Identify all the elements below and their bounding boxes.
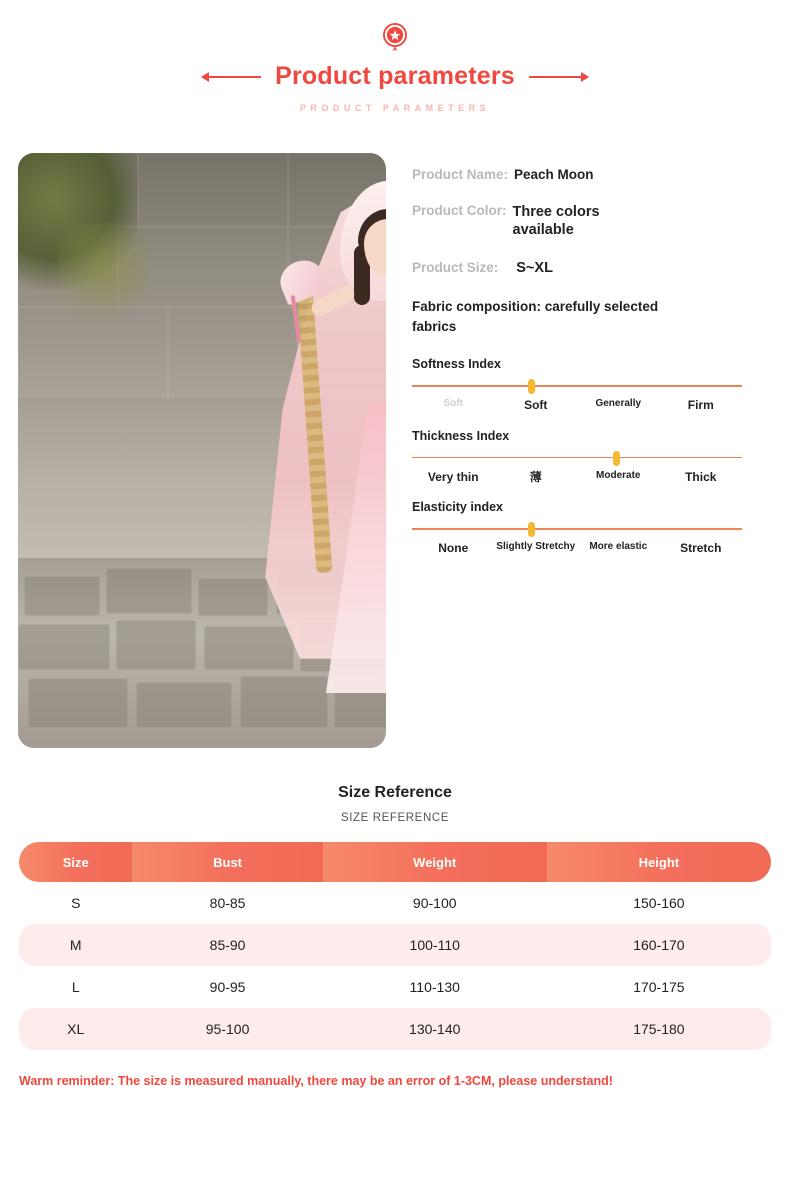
thickness-slider[interactable] [412,451,742,465]
thickness-scale-2: Moderate [596,469,641,481]
cell-weight: 130-140 [323,1008,547,1050]
cell-height: 150-160 [633,895,685,911]
cell-size: L [71,979,80,995]
cell-bust: 90-95 [209,979,246,995]
cell-height: 170-175 [633,979,685,995]
cell-weight: 90-100 [412,895,457,911]
product-photo [18,153,386,748]
product-name-label: Product Name: [412,167,509,182]
softness-index-title: Softness Index [412,357,501,372]
table-header-row [19,842,771,882]
table-row [19,924,771,966]
thickness-index [412,429,772,484]
table-row [19,966,771,1008]
cell-size: XL [19,1008,132,1050]
elasticity-scale-3: Stretch [680,541,722,556]
fabric-composition: Fabric composition: carefully selected fabrics [412,299,659,334]
cell-bust: 95-100 [132,1008,322,1050]
softness-index [412,357,772,412]
title-row [0,62,790,91]
cell-size: S [71,895,81,911]
elasticity-scale-0: None [438,541,469,556]
size-reference-title: Size Reference [338,784,452,801]
foliage-decor-2 [58,223,148,333]
softness-scale [412,398,742,412]
warm-reminder: Warm reminder: The size is measured manually, there may be an error of 1-3CM, please understand! [19,1074,613,1088]
cell-weight: 100-110 [323,924,547,966]
cell-size: M [19,924,132,966]
param-product-name [412,167,772,182]
softness-scale-0: Soft [443,398,463,410]
softness-slider[interactable] [412,379,742,393]
product-size-label: Product Size: [412,260,499,276]
size-reference-subtitle: SIZE REFERENCE [340,812,450,824]
cell-weight: 110-130 [409,979,460,995]
page-title: Product parameters [275,62,515,90]
cell-height: 175-180 [547,1008,771,1050]
param-product-color [412,203,772,239]
thickness-scale-0: Very thin [427,469,479,484]
param-fabric [412,297,772,336]
table-row [19,882,771,924]
thickness-scale-1: 薄 [529,469,542,484]
elasticity-scale [412,541,742,555]
table-header-size: Size [19,842,132,882]
param-product-size [412,260,772,276]
softness-scale-2: Generally [595,398,642,410]
right-decoration [529,72,589,82]
softness-knob[interactable] [528,379,535,394]
softness-scale-3: Firm [687,398,714,413]
elasticity-index [412,500,772,555]
product-section [0,153,790,748]
cell-height: 160-170 [547,924,771,966]
elasticity-scale-1: Slightly Stretchy [496,541,576,553]
elasticity-track [412,528,742,530]
product-name-value: Peach Moon [514,167,594,182]
page-subtitle: PRODUCT PARAMETERS [299,103,491,113]
table-header-height: Height [547,842,771,882]
elasticity-slider[interactable] [412,522,742,536]
size-table [19,842,771,1050]
product-color-label: Product Color: [412,203,507,218]
elasticity-scale-2: More elastic [589,541,648,553]
table-header-bust: Bust [132,842,322,882]
parameter-list [386,153,772,748]
thickness-track [412,457,742,459]
elasticity-knob[interactable] [528,522,535,537]
softness-track [412,385,742,387]
thickness-index-title: Thickness Index [412,428,510,443]
table-header-weight: Weight [323,842,547,882]
cell-bust: 80-85 [209,895,246,911]
softness-scale-1: Soft [524,398,548,413]
thickness-knob[interactable] [613,451,620,466]
table-row [19,1008,771,1050]
cell-bust: 85-90 [132,924,322,966]
product-size-value: S~XL [516,260,553,277]
product-color-value: Three colors available [512,204,600,239]
page-header [0,0,790,113]
left-decoration [201,72,261,82]
thickness-scale-3: Thick [685,469,717,484]
elasticity-index-title: Elasticity index [412,500,504,515]
size-reference-section [0,784,790,824]
thickness-scale [412,470,742,484]
star-badge-icon [378,18,412,52]
